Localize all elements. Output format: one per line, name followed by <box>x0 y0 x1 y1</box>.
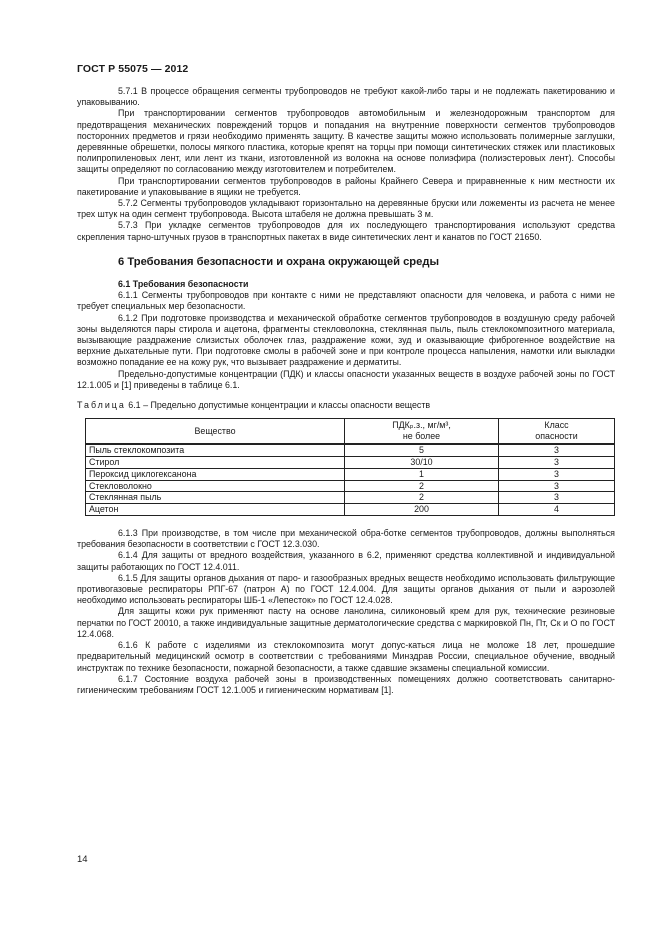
cell-class: 3 <box>499 480 615 492</box>
cell-substance: Стекловолокно <box>86 480 345 492</box>
document-header: ГОСТ Р 55075 — 2012 <box>77 63 189 75</box>
page-number: 14 <box>77 854 88 865</box>
header-substance: Вещество <box>86 419 345 445</box>
header-pdk-line2: не более <box>402 431 441 442</box>
table-row <box>86 480 615 492</box>
pdk-table <box>85 418 615 516</box>
paragraph-6-1-1: 6.1.1 Сегменты трубопроводов при контакте с ними не представляют опасности для человека, и работа с ними не требует специальных мер безопасности. <box>77 290 615 312</box>
cell-pdk: 30/10 <box>345 457 499 469</box>
cell-substance: Стирол <box>86 457 345 469</box>
paragraph-far-north: При транспортировании сегментов трубопроводов в районы Крайнего Севера и приравненные к ним местности их пакетирование и упаковывание в ящики не требуется. <box>77 175 615 197</box>
paragraph-5-7-2: 5.7.2 Сегменты трубопроводов укладывают горизонтально на деревянные бруски или ложементы из расчета не менее трех штук на один сегмент трубопровода. Высота штабеля не должна превышать 3 м. <box>77 198 615 220</box>
paragraph-6-1-6: 6.1.6 К работе с изделиями из стеклокомпозита могут допус-каться лица не моложе 18 лет, прошедшие предварительный медицинский осмотр в соответствии с требованиями Минздрав России, специальное обучение, вводный инструктаж по технике безопасности, пожарной безопасности, а также сдавшие экзамены специальной комиссии. <box>77 640 615 673</box>
section-title: 6 Требования безопасности и охрана окружающей среды <box>118 255 440 268</box>
page-body <box>77 86 615 696</box>
cell-substance: Пыль стеклокомпозита <box>86 444 345 456</box>
table-row <box>86 457 615 469</box>
paragraph-5-7-1: 5.7.1 В процессе обращения сегменты трубопроводов не требуют какой-либо тары и не подлежать пакетированию и упаковыванию. <box>77 86 615 108</box>
paragraph-6-1-5: 6.1.5 Для защиты органов дыхания от паро- и газообразных вредных веществ необходимо использовать фильтрующие противогазовые респираторы РПГ-67 (патрон А) по ГОСТ 12.4.004. Для защиты органов дыхания от пыли и аэрозолей необходимо использовать респираторы ШБ-1 «Лепесток» по ГОСТ 12.4.028. <box>77 572 615 606</box>
cell-pdk: 1 <box>345 468 499 480</box>
cell-pdk: 200 <box>345 504 499 516</box>
paragraph-pdk-intro: Предельно-допустимые концентрации (ПДК) и классы опасности указанных веществ в воздухе рабочей зоны по ГОСТ 12.1.005 и [1] приведены в таблице 6.1. <box>77 368 615 390</box>
paragraph-6-1-3: 6.1.3 При производстве, в том числе при механической обра-ботке сегментов трубопроводов, должны выполняться требования безопасности в соответствии с ГОСТ 12.3.030. <box>77 528 615 550</box>
cell-substance: Ацетон <box>86 504 345 516</box>
cell-substance: Стеклянная пыль <box>86 492 345 504</box>
table-row <box>86 468 615 480</box>
cell-pdk: 5 <box>345 444 499 456</box>
table-row <box>86 492 615 504</box>
cell-class: 3 <box>499 492 615 504</box>
header-pdk <box>345 419 499 445</box>
cell-pdk: 2 <box>345 492 499 504</box>
paragraph-transport-protection: При транспортировании сегментов трубопроводов автомобильным и железнодорожным транспортом для предотвращения механических повреждений торцов и попадания на внутренние поверхности сегментов трубопроводов посторонних предметов и грязи необходимо применять защиту. В качестве защиты можно использовать полимерные заглушки, деревянные обрешетки, полосы мягкого пластика, которые крепят на торцы при помощи синтетических стяжек или пластиковых полипропиленовых лент, или лент из ткани, изготовленной из волокна на основе полиэфира (полиэстеровых лент). Способы защиты определяют по согласованию между изготовителем и потребителем. <box>77 108 615 175</box>
table-caption-text: 6.1 – Предельно допустимые концентрации и классы опасности веществ <box>125 400 431 411</box>
header-class-line2: опасности <box>535 431 578 442</box>
cell-substance: Пероксид циклогексанона <box>86 468 345 480</box>
paragraph-5-7-3: 5.7.3 При укладке сегментов трубопроводов для их последующего транспортирования используют средства скрепления тарно-штучных грузов в транспортных пакетах в виде синтетических лент и канатов по ГОСТ 21650. <box>77 220 615 242</box>
subsection-title: 6.1 Требования безопасности <box>118 279 249 290</box>
paragraph-6-1-2: 6.1.2 При подготовке производства и механической обработке сегментов трубопроводов в воздушную среду рабочей зоны выделяются пары стирола и ацетона, фрагменты стекловолокна, стеклянная пыль, пыль стеклокомпозитного материала, вызывающие раздражение слизистых оболочек глаз, раздражение кожи, зуд и оказывающие фиброгенное воздействие на верхние дыхательные пути. При подготовке смолы в рабочей зоне и при контроле процесса напыления, намотки или выкладки возможно попадание ее на кожу рук, что вызывает раздражение и дерматиты. <box>77 312 615 368</box>
table-row <box>86 504 615 516</box>
header-class-line1: Класс <box>544 420 569 431</box>
cell-class: 4 <box>499 504 615 516</box>
cell-class: 3 <box>499 468 615 480</box>
paragraph-6-1-4: 6.1.4 Для защиты от вредного воздействия, указанного в 6.2, применяют средства коллективной и индивидуальной защиты работающих по ГОСТ 12.4.011. <box>77 550 615 572</box>
table-row <box>86 444 615 456</box>
table-caption-word: Таблица <box>77 400 126 411</box>
header-class <box>499 419 615 445</box>
table-header-row <box>86 419 615 445</box>
table-caption <box>77 400 615 411</box>
paragraph-skin-protection: Для защиты кожи рук применяют пасту на основе ланолина, силиконовый крем для рук, технические резиновые перчатки по ГОСТ 20010, а также индивидуальные защитные дерматологические средства с маркировкой Пн, Пт, Ск и О по ГОСТ 12.4.068. <box>77 606 615 639</box>
cell-class: 3 <box>499 444 615 456</box>
cell-pdk: 2 <box>345 480 499 492</box>
paragraph-6-1-7: 6.1.7 Состояние воздуха рабочей зоны в производственных помещениях должно соответствовать санитарно-гигиеническим требованиям ГОСТ 12.1.005 и гигиеническим нормативам [1]. <box>77 673 615 695</box>
header-pdk-line1: ПДКₚ.з., мг/м³, <box>392 420 451 431</box>
cell-class: 3 <box>499 457 615 469</box>
